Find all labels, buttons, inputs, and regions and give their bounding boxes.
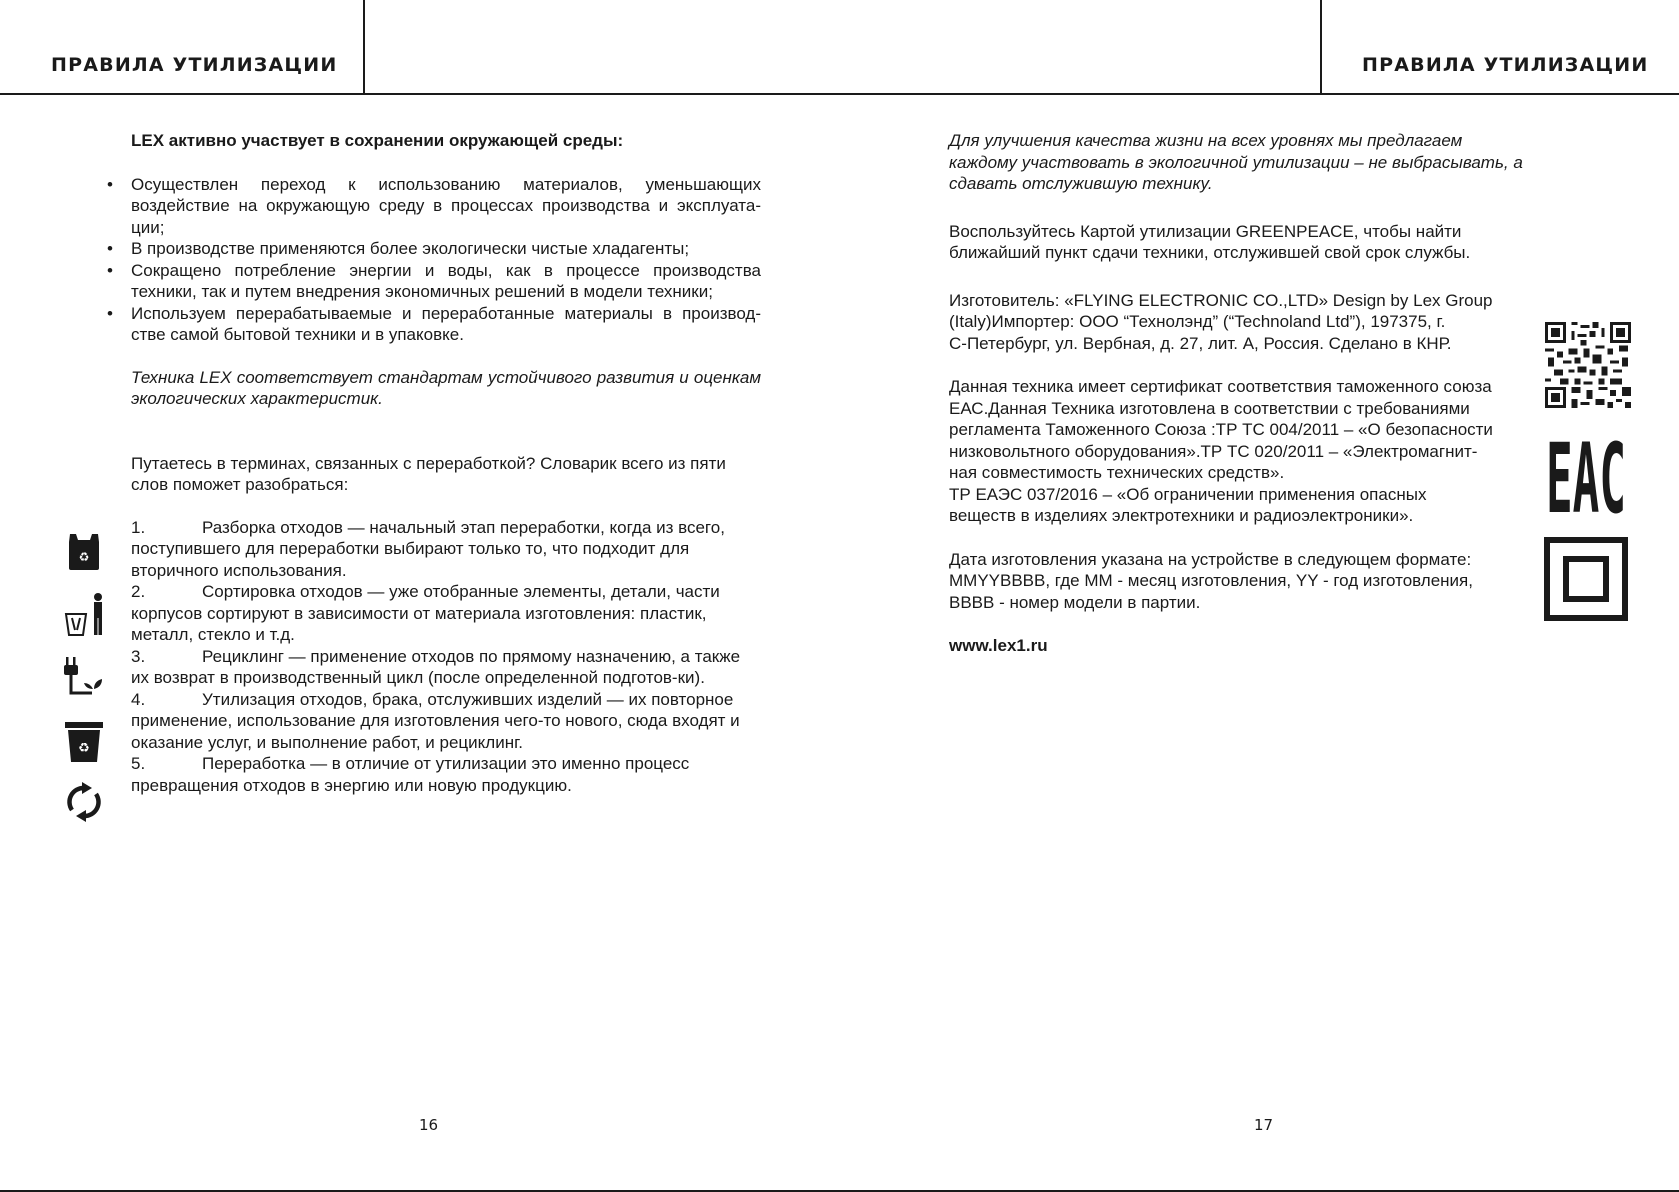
qr-code-icon: [1545, 322, 1631, 408]
header-divider-left: [363, 0, 365, 93]
date-line: MMYYBBBB, где MM - месяц изготовления, YY - год изготовления,: [949, 571, 1473, 590]
certification-line: низковольтного оборудования».ТР ТС 020/2011 – «Электромагнит-: [949, 441, 1478, 461]
glossary-number: 2.: [131, 582, 146, 601]
header-rule: [0, 93, 1679, 95]
bullet-item: • Осуществлен переход к использованию материалов, уменьшающих воздействие на окружающую среду в процессах производства и эксплуата-ции;: [131, 174, 761, 239]
sustainability-note: Техника LEX соответствует стандартам устойчивого развития и оценкам экологических характеристик.: [131, 367, 761, 408]
certification-line: веществ в изделиях электротехники и радиоэлектроники».: [949, 506, 1414, 525]
certification-line: ная совместимость технических средств».: [949, 463, 1285, 482]
eac-mark-text: ЕАС: [1546, 432, 1626, 516]
recycling-arrows-icon: [62, 780, 106, 824]
glossary-item: [131, 689, 761, 754]
page-number-right: 17: [1254, 1116, 1274, 1134]
glossary-number: 1.: [131, 517, 146, 537]
intro-heading: LEX активно участвует в сохранении окружающей среды:: [131, 131, 624, 150]
glossary-item: [131, 581, 761, 646]
glossary-item: [131, 646, 761, 689]
left-page-body: [131, 130, 761, 796]
glossary-text: Рециклинг — применение отходов по прямому назначению, а также их возврат в производственный цикл (после определенной подготов-ки).: [131, 646, 741, 687]
date-line: BBBB - номер модели в партии.: [949, 592, 1201, 612]
svg-text:♻: ♻: [78, 741, 90, 756]
recycle-bag-icon: [62, 528, 106, 572]
eco-call-to-action: Для улучшения качества жизни на всех уровнях мы предлагаем каждому участвовать в экологичной утилизации – не выбрасывать, а сдавать отслужившую технику.: [949, 131, 1523, 193]
glossary-item: [131, 753, 761, 796]
production-date-info: [949, 549, 1529, 614]
certification-line: ЕАС.Данная Техника изготовлена в соответствии с требованиями: [949, 398, 1470, 418]
eac-mark-icon: [1544, 432, 1628, 516]
glossary-number: 4.: [131, 689, 146, 709]
manufacturer-line: Изготовитель: «FLYING ELECTRONIC CO.,LTD» Design by Lex Group: [949, 290, 1493, 310]
svg-text:♻: ♻: [78, 550, 90, 564]
left-page-title: ПРАВИЛА УТИЛИЗАЦИИ: [51, 54, 338, 76]
plug-plant-icon: [62, 655, 106, 699]
recycle-bin-icon: [62, 720, 106, 764]
glossary-number: 3.: [131, 646, 146, 666]
glossary-text: Утилизация отходов, брака, отслуживших изделий — их повторное применение, использование для изготовления чего-то нового, сюда входят и оказание услуг, и выполнение работ, и рециклинг.: [131, 689, 740, 752]
glossary-item: [131, 517, 761, 582]
website-link[interactable]: www.lex1.ru: [949, 636, 1048, 655]
manufacturer-line: (Italy)Импортер: ООО “Технолэнд” (“Technoland Ltd”), 197375, г.: [949, 312, 1446, 331]
glossary-text: Сортировка отходов — уже отобранные элементы, детали, части корпусов сортируют в зависимости от материала изготовления: пластик, металл, стекло и т.д.: [131, 582, 720, 644]
certification-info: [949, 376, 1529, 527]
bullet-item: • В производстве применяются более экологически чистые хладагенты;: [131, 238, 761, 260]
eco-bullet-list: [131, 174, 761, 346]
glossary-text: Переработка — в отличие от утилизации это именно процесс превращения отходов в энергию или новую продукцию.: [131, 754, 690, 795]
bullet-item: • Используем перерабатываемые и переработанные материалы в производ-стве самой бытовой техники и в упаковке.: [131, 303, 761, 346]
manufacturer-info: [949, 290, 1529, 355]
glossary-list: [131, 517, 761, 797]
date-line: Дата изготовления указана на устройстве в следующем формате:: [949, 549, 1472, 569]
double-insulation-icon: [1544, 537, 1628, 621]
sorting-bin-icon: [62, 592, 106, 636]
right-page-title: ПРАВИЛА УТИЛИЗАЦИИ: [1362, 54, 1649, 76]
certification-line: регламента Таможенного Союза :ТР ТС 004/2011 – «О безопасности: [949, 420, 1493, 439]
right-page-body: [949, 130, 1529, 657]
glossary-text: Разборка отходов — начальный этап переработки, когда из всего, поступившего для переработки выбирают только то, что подходит для вторичного использования.: [131, 517, 725, 580]
certification-line: Данная техника имеет сертификат соответствия таможенного союза: [949, 377, 1492, 396]
glossary-intro: Путаетесь в терминах, связанных с переработкой? Словарик всего из пяти слов поможет разобраться:: [131, 453, 726, 494]
header-divider-right: [1320, 0, 1322, 93]
manufacturer-line: С-Петербург, ул. Вербная, д. 27, лит. А, Россия. Сделано в КНР.: [949, 333, 1452, 353]
certification-line: ТР ЕАЭС 037/2016 – «Об ограничении применения опасных: [949, 484, 1427, 504]
bullet-item: • Сокращено потребление энергии и воды, как в процессе производства техники, так и путем внедрения экономичных решений в модели техники;: [131, 260, 761, 303]
glossary-number: 5.: [131, 754, 146, 773]
page-number-left: 16: [419, 1116, 439, 1134]
greenpeace-note: Воспользуйтесь Картой утилизации GREENPEACE, чтобы найти ближайший пункт сдачи техники, отслужившей свой срок службы.: [949, 221, 1471, 262]
